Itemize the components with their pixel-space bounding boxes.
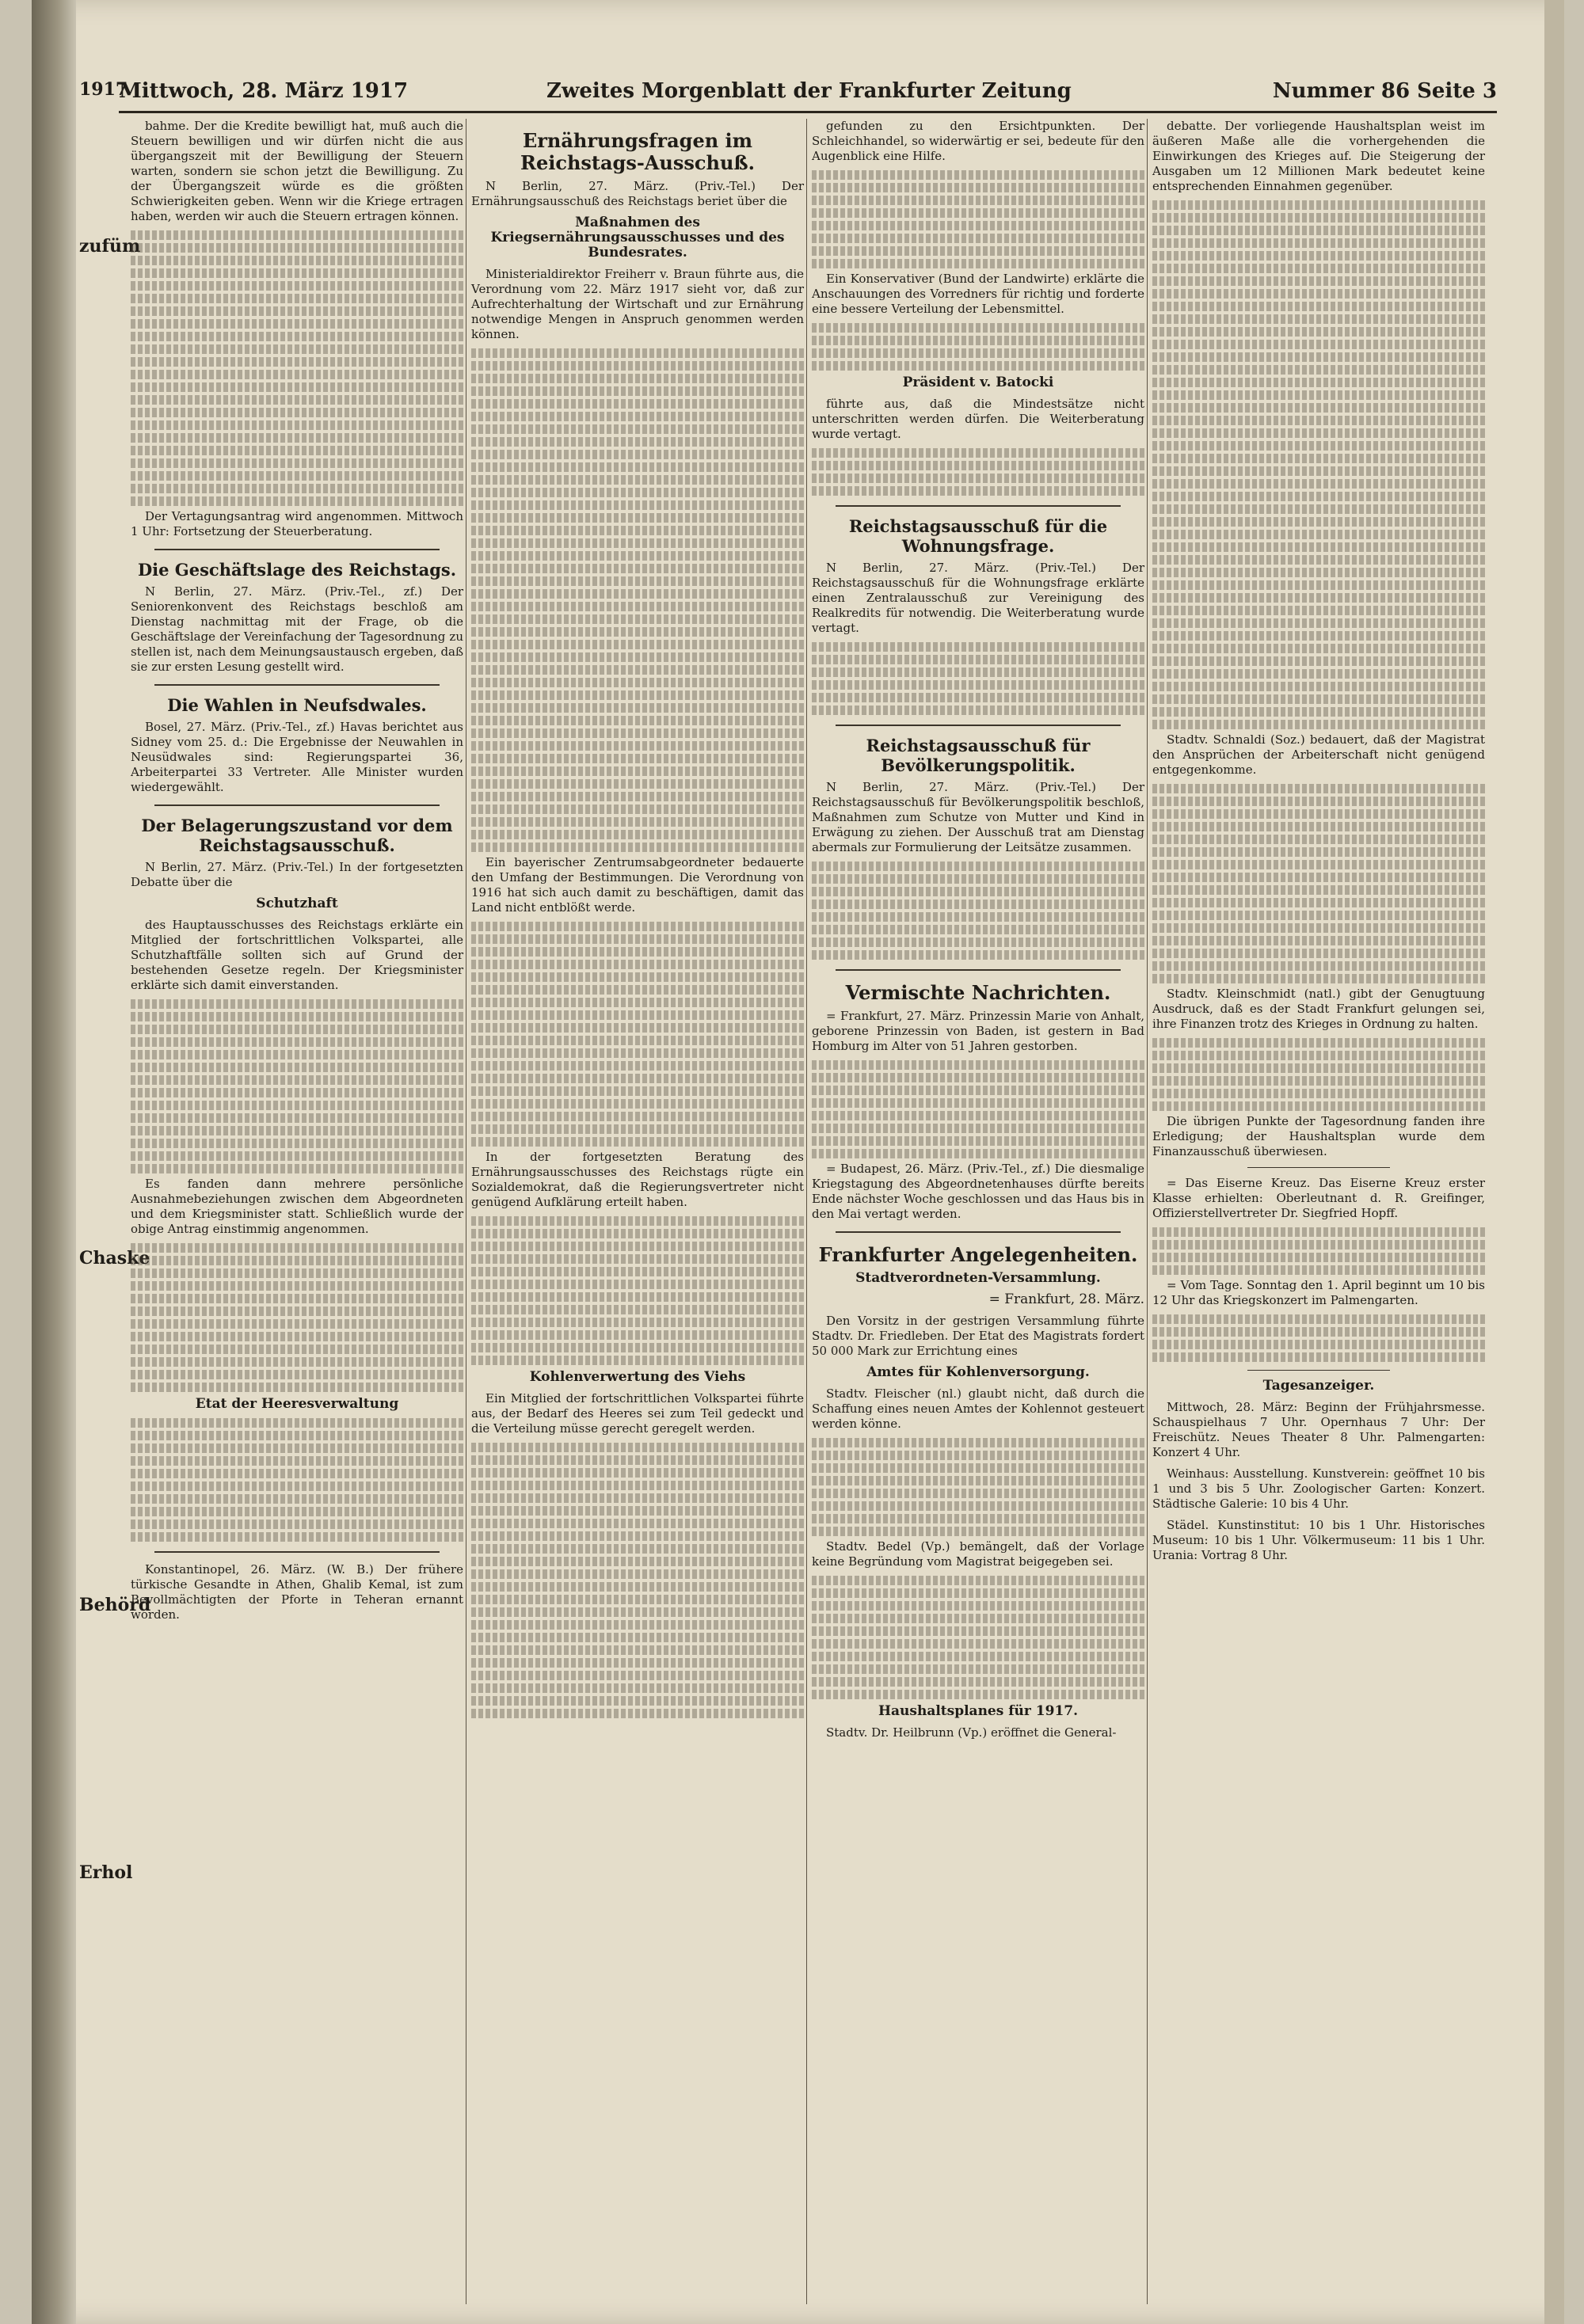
article-text: N Berlin, 27. März. (Priv.-Tel., zf.) Der Seniorenkonvent des Reichstags beschloß am Dienstag nachmittag mit der Frage, ob die Geschäftslage der Vereinfachung der Tagesordnung zu stellen ist, nach dem Meinungsaustausch ergeben, daß sie zur ersten Lesung gestellt wird. — [131, 584, 464, 674]
article-text: Stadtv. Dr. Heilbrunn (Vp.) eröffnet die General- — [826, 1725, 1117, 1740]
column-4 — [1152, 119, 1485, 2304]
article-text: gefunden zu den Ersichtpunkten. Der Schleichhandel, so widerwärtig er sei, bedeute für den Augenblick eine Hilfe. — [812, 119, 1144, 163]
article-text: Den Vorsitz in der gestrigen Versammlung führte Stadtv. Dr. Friedleben. Der Etat des Magistrats fordert 50 000 Mark zur Errichtung eines — [812, 1314, 1144, 1358]
article-text: = Budapest, 26. März. (Priv.-Tel., zf.) Die diesmalige Kriegstagung des Abgeordnetenhauses dürfte bereits Ende nächster Woche geschlossen und das Haus bis in den Mai vertagt werden. — [812, 1162, 1144, 1221]
listing-text: Weinhaus: Ausstellung. Kunstverein: geöffnet 10 bis 1 und 3 bis 5 Uhr. Zoologischer Garten: Konzert. Städtische Galerie: 10 bis 4 Uhr. — [1152, 1466, 1485, 1511]
article-text: des Hauptausschusses des Reichstags erklärte ein Mitglied der fortschrittlichen Volkspartei, alle Schutzhaftfälle sollten sich auf Grund der bestehenden Gesetze regeln. Der Kriegsminister erklärte sich damit einverstanden. — [131, 918, 463, 992]
subheading: Etat der Heeresverwaltung — [195, 1396, 399, 1412]
strip-line: Erhol — [79, 1862, 133, 1883]
article-text: führte aus, daß die Mindestsätze nicht unterschritten werden dürfen. Die Weiterberatung wurde vertagt. — [812, 397, 1144, 441]
column-2 — [471, 119, 804, 2304]
strip-line: zufüm — [79, 236, 141, 257]
article-text: Konstantinopel, 26. März. (W. B.) Der frühere türkische Gesandte in Athen, Ghalib Kemal, ist zum Bevollmächtigten der Pforte in Teheran ernannt worden. — [131, 1562, 463, 1622]
article-text: Ministerialdirektor Freiherr v. Braun führte aus, die Verordnung vom 22. März 1917 sieht vor, daß zur Aufrechterhaltung der Wirtschaft und zur Ernährung notwendige Mengen in Anspruch genommen werden können. — [471, 267, 804, 341]
masthead: Zweites Morgenblatt der Frankfurter Zeitung — [546, 79, 1072, 103]
column-1 — [131, 119, 463, 2304]
article-text: Es fanden dann mehrere persönliche Ausnahmebeziehungen zwischen dem Abgeordneten und dem Kriegsminister statt. Schließlich wurde der obige Antrag einstimmig angenommen. — [131, 1177, 463, 1236]
subheading: Amtes für Kohlenversorgung. — [866, 1364, 1090, 1380]
article-text: Stadtv. Schnaldi (Soz.) bedauert, daß der Magistrat den Ansprüchen der Arbeiterschaft nicht genügend entgegenkomme. — [1152, 732, 1485, 777]
article-text: = Vom Tage. Sonntag den 1. April beginnt um 10 bis 12 Uhr das Kriegskonzert im Palmengarten. — [1152, 1278, 1485, 1307]
headline: Ernährungsfragen im Reichstags-Ausschuß. — [520, 129, 755, 174]
subheading: Maßnahmen des Kriegsernährungsausschusses und des Bundesrates. — [490, 215, 785, 261]
column-3 — [812, 119, 1144, 2304]
page-binding — [32, 0, 76, 2324]
article-text: Ein Konservativer (Bund der Landwirte) erklärte die Anschauungen des Vorredners für richtig und forderte eine bessere Verteilung der Lebensmittel. — [812, 272, 1144, 316]
strip-line: Chaske — [79, 1248, 150, 1269]
headline: Der Belagerungszustand vor dem Reichstagsausschuß. — [141, 816, 453, 855]
article-text: In der fortgesetzten Beratung des Ernährungsausschusses des Reichstags rügte ein Sozialdemokrat, daß die Regierungsvertreter nicht genügend Aufklärung erteilt haben. — [471, 1150, 804, 1209]
headline: Reichstagsausschuß für die Wohnungsfrage. — [848, 516, 1108, 556]
article-text: = Das Eiserne Kreuz. Das Eiserne Kreuz erster Klasse erhielten: Oberleutnant d. R. Greifinger, Offizierstellvertreter Dr. Siegfried Hopff. — [1152, 1176, 1485, 1220]
column-rule — [806, 119, 807, 2304]
article-text: Stadtv. Fleischer (nl.) glaubt nicht, daß durch die Schaffung eines neuen Amtes der Kohlennot gesteuert werden könne. — [812, 1386, 1144, 1431]
strip-line: Behörd — [79, 1595, 151, 1615]
issue-date: Mittwoch, 28. März 1917 — [119, 79, 409, 103]
article-text: N Berlin, 27. März. (Priv.-Tel.) Der Reichstagsausschuß für die Wohnungsfrage erklärte einen Zentralausschuß zur Vereinigung des Realkredits für notwendig. Die Weiterberatung wurde vertagt. — [812, 561, 1144, 635]
headline: Vermischte Nachrichten. — [845, 981, 1111, 1004]
article-text: debatte. Der vorliegende Haushaltsplan weist im äußeren Maße alle die vorhergehenden die Einwirkungen des Krieges auf. Die Steigerung der Ausgaben um 12 Millionen Mark bedeutet keine entsprechenden Einnahmen gegenüber. — [1152, 119, 1485, 193]
dateline: = Frankfurt, 28. März. — [988, 1291, 1144, 1307]
article-text: N Berlin, 27. März. (Priv.-Tel.) In der fortgesetzten Debatte über die — [131, 860, 463, 889]
subheading: Stadtverordneten-Versammlung. — [855, 1270, 1101, 1286]
headline: Die Wahlen in Neufsdwales. — [167, 695, 427, 715]
article-text: Ein bayerischer Zentrumsabgeordneter bedauerte den Umfang der Bestimmungen. Die Verordnung von 1916 hat sich auch damit zu beschäftigen, damit das Land nicht entblößt werde. — [471, 855, 804, 915]
article-text: N Berlin, 27. März. (Priv.-Tel.) Der Ernährungsausschuß des Reichstags beriet über die — [471, 179, 804, 208]
article-text: N Berlin, 27. März. (Priv.-Tel.) Der Reichstagsausschuß für Bevölkerungspolitik beschloß, Maßnahmen zum Schutze von Mutter und Kind in Erwägung zu ziehen. Der Ausschuß trat am Dienstag abermals zur Formulierung der Leitsätze zusammen. — [812, 780, 1144, 854]
article-text: = Frankfurt, 27. März. Prinzessin Marie von Anhalt, geborene Prinzessin von Baden, ist gestern in Bad Homburg im Alter von 51 Jahren gestorben. — [812, 1009, 1144, 1053]
page-header — [119, 73, 1497, 113]
page-edge — [1544, 0, 1564, 2324]
article-text: Ein Mitglied der fortschrittlichen Volkspartei führte aus, der Bedarf des Heeres sei zum Teil gedeckt und die Verteilung müsse gerecht geregelt werden. — [471, 1391, 804, 1436]
listing-text: Städel. Kunstinstitut: 10 bis 1 Uhr. Historisches Museum: 10 bis 1 Uhr. Völkermuseum: 11 bis 1 Uhr. Urania: Vortrag 8 Uhr. — [1152, 1518, 1485, 1562]
article-text: Der Vertagungsantrag wird angenommen. Mittwoch 1 Uhr: Fortsetzung der Steuerberatung. — [131, 509, 463, 538]
headline: Frankfurter Angelegenheiten. — [818, 1243, 1138, 1266]
issue-number-page: Nummer 86 Seite 3 — [1272, 79, 1497, 103]
listing-text: Mittwoch, 28. März: Beginn der Frühjahrsmesse. Schauspielhaus 7 Uhr. Opernhaus 7 Uhr: Der Freischütz. Neues Theater 8 Uhr. Palmengarten: Konzert 4 Uhr. — [1152, 1400, 1485, 1459]
column-rule — [1147, 119, 1148, 2304]
previous-page-strip — [79, 79, 151, 2296]
article-text: Die übrigen Punkte der Tagesordnung fanden ihre Erledigung; der Haushaltsplan wurde dem Finanzausschuß überwiesen. — [1152, 1114, 1485, 1158]
headline: Reichstagsausschuß für Bevölkerungspolitik. — [866, 736, 1091, 775]
article-text: bahme. Der die Kredite bewilligt hat, muß auch die Steuern bewilligen und wir dürfen nicht die aus übergangszeit mit der Bewilligung der Steuern warten, sondern sie schon jetzt die Bewilligung. Zu der Übergangszeit würde es die größten Schwierigkeiten geben. Wenn wir die Kriege ertragen haben, werden wir auch die Steuern ertragen können. — [131, 119, 463, 223]
article-text: Stadtv. Bedel (Vp.) bemängelt, daß der Vorlage keine Begründung vom Magistrat beigegeben sei. — [812, 1539, 1144, 1569]
strip-line: 1917 — [79, 79, 128, 100]
speaker-heading: Präsident v. Batocki — [902, 375, 1054, 390]
newspaper-page — [32, 0, 1564, 2324]
subheading: Tagesanzeiger. — [1262, 1378, 1375, 1394]
subheading: Schutzhaft — [256, 896, 338, 911]
headline: Die Geschäftslage des Reichstags. — [137, 560, 457, 580]
subheading: Haushaltsplanes für 1917. — [878, 1703, 1079, 1719]
subheading: Kohlenverwertung des Viehs — [529, 1369, 746, 1385]
article-text: Stadtv. Kleinschmidt (natl.) gibt der Genugtuung Ausdruck, daß es der Stadt Frankfurt gelungen sei, ihre Finanzen trotz des Krieges in Ordnung zu halten. — [1152, 987, 1485, 1031]
article-text: Bosel, 27. März. (Priv.-Tel., zf.) Havas berichtet aus Sidney vom 25. d.: Die Ergebnisse der Neuwahlen in Neusüdwales sind: Regierungspartei 36, Arbeiterpartei 33 Vertreter. Alle Minister wurden wiedergewählt. — [131, 720, 463, 794]
